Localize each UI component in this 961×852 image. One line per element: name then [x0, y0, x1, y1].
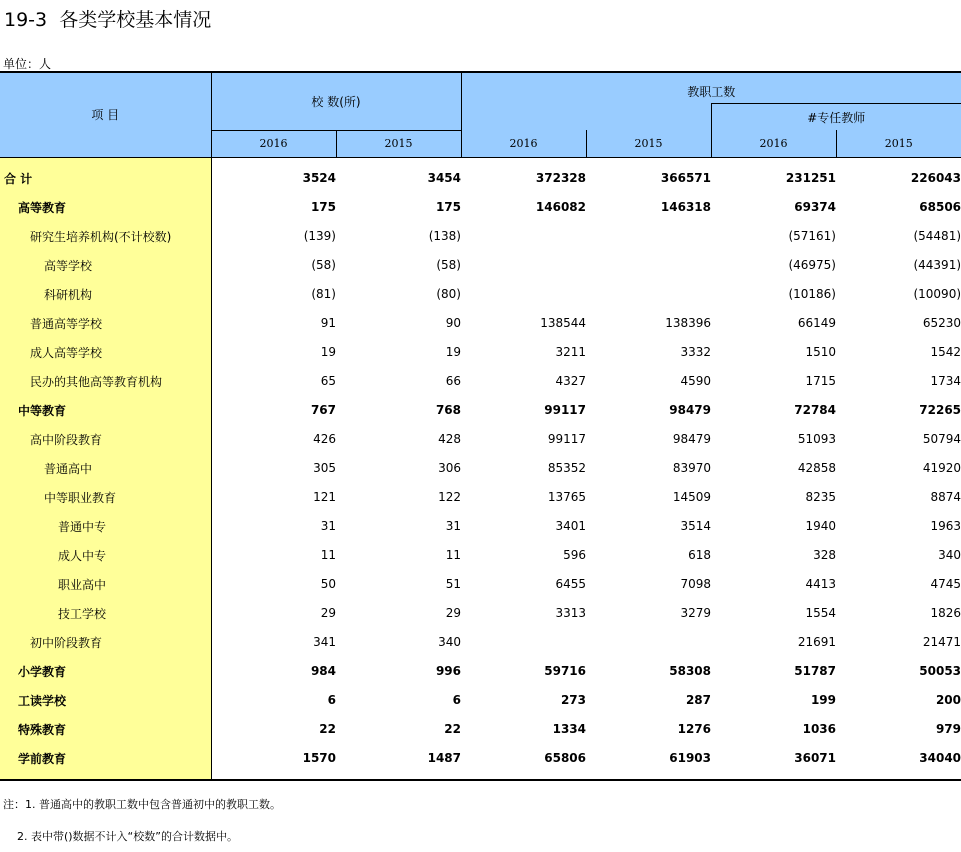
table-row	[0, 454, 961, 483]
cell-value: 328	[813, 548, 836, 562]
cell-value: 984	[310, 664, 336, 678]
cell-value: 22	[444, 722, 461, 736]
cell-value: 138544	[540, 316, 586, 330]
cell-value: 83970	[672, 461, 711, 475]
row-label: 中等职业教育	[0, 483, 211, 512]
header-year: 2016	[711, 130, 836, 157]
cell-value: (138)	[428, 229, 461, 243]
cell-value: 91	[320, 316, 336, 330]
cell-value: 31	[320, 519, 336, 533]
cell-value: (58)	[311, 258, 336, 272]
cell-value: (44391)	[913, 258, 961, 272]
table-body	[0, 157, 961, 780]
cell-value: 366571	[660, 171, 711, 185]
row-label: 特殊教育	[0, 715, 211, 744]
cell-value: 42858	[797, 461, 836, 475]
unit-label: 单位：人	[3, 57, 52, 71]
cell-value: (57161)	[788, 229, 836, 243]
table-row	[0, 367, 961, 396]
cell-value	[586, 280, 711, 309]
cell-value: 199	[810, 693, 836, 707]
cell-value: 4745	[930, 577, 961, 591]
cell-value: 7098	[680, 577, 711, 591]
cell-value: 226043	[910, 171, 961, 185]
cell-value: 98479	[669, 403, 711, 417]
table-row	[0, 628, 961, 657]
cell-value: 3332	[680, 345, 711, 359]
header-year: 2016	[461, 130, 586, 157]
cell-value: 287	[685, 693, 711, 707]
cell-value: 41920	[922, 461, 961, 475]
row-label: 工读学校	[0, 686, 211, 715]
cell-value: 21691	[797, 635, 836, 649]
cell-value: 21471	[922, 635, 961, 649]
row-label: 小学教育	[0, 657, 211, 686]
cell-value: 1826	[930, 606, 961, 620]
table-row	[0, 193, 961, 222]
table-row	[0, 744, 961, 780]
cell-value: 1036	[802, 722, 836, 736]
cell-value: 3454	[427, 171, 461, 185]
cell-value: 426	[313, 432, 336, 446]
cell-value	[461, 628, 586, 657]
cell-value: 14509	[672, 490, 711, 504]
cell-value: 36071	[711, 744, 836, 780]
header-staff: 教职工数	[461, 73, 961, 104]
table-row	[0, 541, 961, 570]
header-staff-spacer	[461, 104, 711, 131]
header-year: 2016	[211, 130, 336, 157]
cell-value: 3524	[302, 171, 336, 185]
cell-value	[586, 628, 711, 657]
note-2: 2. 表中带()数据不计入“校数”的合计数据中。	[3, 830, 238, 843]
header-year: 2015	[586, 130, 711, 157]
row-label: 普通高中	[0, 454, 211, 483]
cell-value: 1734	[930, 374, 961, 388]
cell-value	[461, 222, 586, 251]
note-1: 注：1. 普通高中的教职工数中包含普通初中的教职工数。	[3, 798, 281, 811]
cell-value: 98479	[672, 432, 711, 446]
cell-value: 231251	[785, 171, 836, 185]
cell-value: (10186)	[788, 287, 836, 301]
cell-value: 1940	[805, 519, 836, 533]
cell-value: 50053	[919, 664, 961, 678]
cell-value: 767	[310, 403, 336, 417]
cell-value: 3279	[680, 606, 711, 620]
cell-value: 200	[935, 693, 961, 707]
cell-value: 1542	[930, 345, 961, 359]
cell-value: (80)	[436, 287, 461, 301]
cell-value: 3211	[555, 345, 586, 359]
cell-value: 3514	[680, 519, 711, 533]
cell-value: 51093	[797, 432, 836, 446]
cell-value: 341	[313, 635, 336, 649]
cell-value: 8874	[930, 490, 961, 504]
header-teachers: #专任教师	[711, 104, 961, 131]
cell-value: 51	[445, 577, 461, 591]
cell-value: 65230	[922, 316, 961, 330]
cell-value: 1715	[805, 374, 836, 388]
cell-value: 428	[438, 432, 461, 446]
cell-value: 596	[563, 548, 586, 562]
cell-value: 372328	[535, 171, 586, 185]
row-label: 高等学校	[0, 251, 211, 280]
cell-value: 19	[320, 345, 336, 359]
row-label: 成人中专	[0, 541, 211, 570]
cell-value: 59716	[544, 664, 586, 678]
table-row	[0, 715, 961, 744]
cell-value: 29	[445, 606, 461, 620]
table-header	[0, 73, 961, 157]
table-row	[0, 425, 961, 454]
cell-value: 4413	[805, 577, 836, 591]
cell-value: 340	[438, 635, 461, 649]
cell-value: 19	[445, 345, 461, 359]
cell-value: (58)	[436, 258, 461, 272]
table-row	[0, 570, 961, 599]
row-label: 普通高等学校	[0, 309, 211, 338]
cell-value: 8235	[805, 490, 836, 504]
cell-value: 1554	[805, 606, 836, 620]
cell-value: 31	[445, 519, 461, 533]
row-label: 高中阶段教育	[0, 425, 211, 454]
cell-value: 90	[445, 316, 461, 330]
cell-value: (10090)	[913, 287, 961, 301]
row-label: 学前教育	[0, 744, 211, 780]
cell-value: 979	[935, 722, 961, 736]
row-label: 初中阶段教育	[0, 628, 211, 657]
cell-value: 6	[452, 693, 461, 707]
cell-value: 175	[435, 200, 461, 214]
row-label: 成人高等学校	[0, 338, 211, 367]
cell-value: 996	[435, 664, 461, 678]
cell-value: 6455	[555, 577, 586, 591]
cell-value	[586, 222, 711, 251]
cell-value: 99117	[547, 432, 586, 446]
cell-value: 4327	[555, 374, 586, 388]
cell-value: 66149	[797, 316, 836, 330]
cell-value: 1487	[336, 744, 461, 780]
row-label: 高等教育	[0, 193, 211, 222]
table-row	[0, 280, 961, 309]
table-row	[0, 251, 961, 280]
cell-value: 50794	[922, 432, 961, 446]
cell-value: 13765	[547, 490, 586, 504]
cell-value: 29	[320, 606, 336, 620]
cell-value: 68506	[919, 200, 961, 214]
cell-value: (139)	[303, 229, 336, 243]
cell-value: 306	[438, 461, 461, 475]
table-row	[0, 222, 961, 251]
cell-value: 146318	[660, 200, 711, 214]
table-row	[0, 599, 961, 628]
row-label: 研究生培养机构(不计校数)	[0, 222, 211, 251]
table-row	[0, 686, 961, 715]
cell-value: 3401	[555, 519, 586, 533]
row-label: 民办的其他高等教育机构	[0, 367, 211, 396]
cell-value	[586, 251, 711, 280]
school-stats-table	[0, 73, 961, 781]
cell-value: 69374	[794, 200, 836, 214]
cell-value: 1510	[805, 345, 836, 359]
cell-value: 11	[445, 548, 461, 562]
cell-value	[461, 251, 586, 280]
row-label: 中等教育	[0, 396, 211, 425]
cell-value	[461, 280, 586, 309]
cell-value: 66	[445, 374, 461, 388]
row-label: 科研机构	[0, 280, 211, 309]
header-year: 2015	[836, 130, 961, 157]
cell-value: 1963	[930, 519, 961, 533]
header-schools: 校 数(所)	[211, 73, 461, 130]
cell-value: 65806	[461, 744, 586, 780]
cell-value: (54481)	[913, 229, 961, 243]
cell-value: 22	[319, 722, 336, 736]
page-title: 19-3 各类学校基本情况	[4, 9, 212, 31]
cell-value: 34040	[836, 744, 961, 780]
table-row	[0, 338, 961, 367]
cell-value: (46975)	[788, 258, 836, 272]
header-year: 2015	[336, 130, 461, 157]
cell-value: 65	[320, 374, 336, 388]
cell-value: 768	[435, 403, 461, 417]
cell-value: 85352	[547, 461, 586, 475]
header-item: 项 目	[0, 73, 211, 157]
cell-value: 99117	[544, 403, 586, 417]
cell-value: 1334	[552, 722, 586, 736]
cell-value: 58308	[669, 664, 711, 678]
cell-value: 72265	[919, 403, 961, 417]
cell-value: 72784	[794, 403, 836, 417]
cell-value: 618	[688, 548, 711, 562]
row-label: 职业高中	[0, 570, 211, 599]
cell-value: 50	[320, 577, 336, 591]
cell-value: 51787	[794, 664, 836, 678]
cell-value: 4590	[680, 374, 711, 388]
table-row	[0, 309, 961, 338]
cell-value: 305	[313, 461, 336, 475]
row-label: 合 计	[0, 157, 211, 193]
cell-value: 175	[310, 200, 336, 214]
cell-value: 6	[327, 693, 336, 707]
table-row	[0, 512, 961, 541]
cell-value: 1276	[677, 722, 711, 736]
cell-value: 61903	[586, 744, 711, 780]
cell-value: 11	[320, 548, 336, 562]
table-row	[0, 657, 961, 686]
cell-value: 146082	[535, 200, 586, 214]
cell-value: 3313	[555, 606, 586, 620]
table-row	[0, 157, 961, 193]
cell-value: 340	[938, 548, 961, 562]
row-label: 技工学校	[0, 599, 211, 628]
table-row	[0, 396, 961, 425]
table-row	[0, 483, 961, 512]
cell-value: 121	[313, 490, 336, 504]
row-label: 普通中专	[0, 512, 211, 541]
cell-value: 138396	[665, 316, 711, 330]
cell-value: 122	[438, 490, 461, 504]
cell-value: 1570	[211, 744, 336, 780]
cell-value: 273	[560, 693, 586, 707]
cell-value: (81)	[311, 287, 336, 301]
